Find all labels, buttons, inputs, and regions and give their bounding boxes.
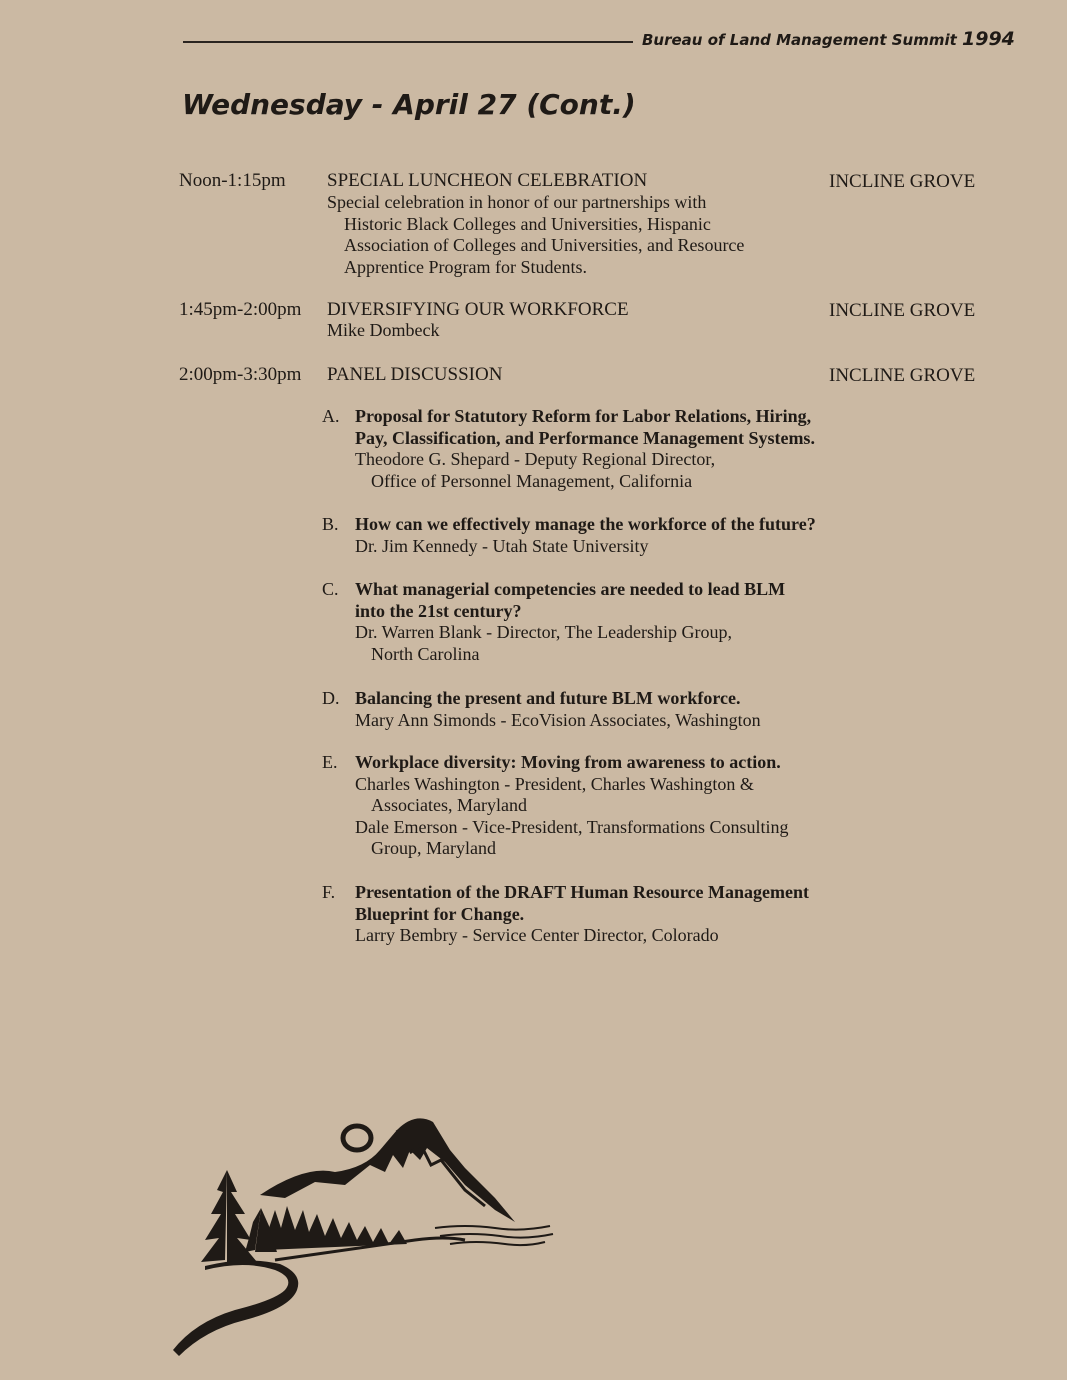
panel-item-letter: C. [322,579,339,599]
speaker-line: Office of Personnel Management, California [371,470,693,491]
desc-line: Association of Colleges and Universities, and Resource [344,235,745,255]
session-title: SPECIAL LUNCHEON CELEBRATION [327,170,648,191]
session-location: INCLINE GROVE [829,171,976,192]
day-title: Wednesday - April 27 (Cont.) [182,88,636,121]
panel-topic: Workplace diversity: Moving from awareness to action. [355,752,781,772]
panel-topic: Balancing the present and future BLM workforce. [355,688,741,708]
speaker-line: North Carolina [371,643,480,664]
header-rule [183,41,633,43]
panel-topic: How can we effectively manage the workforce of the future? [355,514,816,534]
speaker-line: Theodore G. Shepard - Deputy Regional Director, [355,449,716,469]
panel-speaker [355,622,885,665]
speaker-line: Dale Emerson - Vice-President, Transformations Consulting [355,816,789,837]
session-time: 1:45pm-2:00pm [179,299,302,320]
panel-item-letter: E. [322,752,338,772]
session-location: INCLINE GROVE [829,365,976,386]
panel-speaker [355,774,885,817]
session-title: PANEL DISCUSSION [327,364,503,385]
panel-speaker [355,536,885,558]
speaker-line: Dr. Jim Kennedy - Utah State University [355,535,649,556]
panel-topic: Pay, Classification, and Performance Management Systems. [355,427,815,448]
running-title: Bureau of Land Management Summit [642,31,957,49]
panel-item-letter: B. [322,514,339,534]
session-speaker: Mike Dombeck [327,320,440,340]
panel-topic: Blueprint for Change. [355,903,525,924]
desc-line: Historic Black Colleges and Universities, Hispanic [344,213,711,234]
running-header [642,28,1015,50]
panel-topic: Presentation of the DRAFT Human Resource Management [355,882,809,902]
panel-topic: into the 21st century? [355,600,522,621]
panel-item-letter: D. [322,688,340,708]
panel-item-letter: A. [322,406,340,426]
desc-line: Apprentice Program for Students. [344,256,587,277]
speaker-line: Larry Bembry - Service Center Director, Colorado [355,925,719,945]
speaker-line: Group, Maryland [371,838,496,858]
session-time: Noon-1:15pm [179,170,286,191]
panel-speaker [355,449,885,492]
speaker-line: Charles Washington - President, Charles Washington & [355,773,754,794]
mountain-landscape-icon [165,1110,560,1360]
session-title: DIVERSIFYING OUR WORKFORCE [327,299,629,320]
session-description [327,192,797,278]
panel-speaker [355,817,885,860]
desc-line: Special celebration in honor of our partnerships with [327,192,707,212]
panel-item-letter: F. [322,882,336,902]
panel-speaker [355,925,885,947]
panel-topic: Proposal for Statutory Reform for Labor Relations, Hiring, [355,406,812,426]
session-location: INCLINE GROVE [829,300,976,321]
speaker-line: Associates, Maryland [371,795,527,815]
speaker-line: Dr. Warren Blank - Director, The Leadership Group, [355,622,733,642]
session-time: 2:00pm-3:30pm [179,364,302,385]
speaker-line: Mary Ann Simonds - EcoVision Associates, Washington [355,709,761,730]
panel-speaker [355,710,885,732]
panel-topic: What managerial competencies are needed to lead BLM [355,579,786,599]
running-year: 1994 [962,28,1015,50]
